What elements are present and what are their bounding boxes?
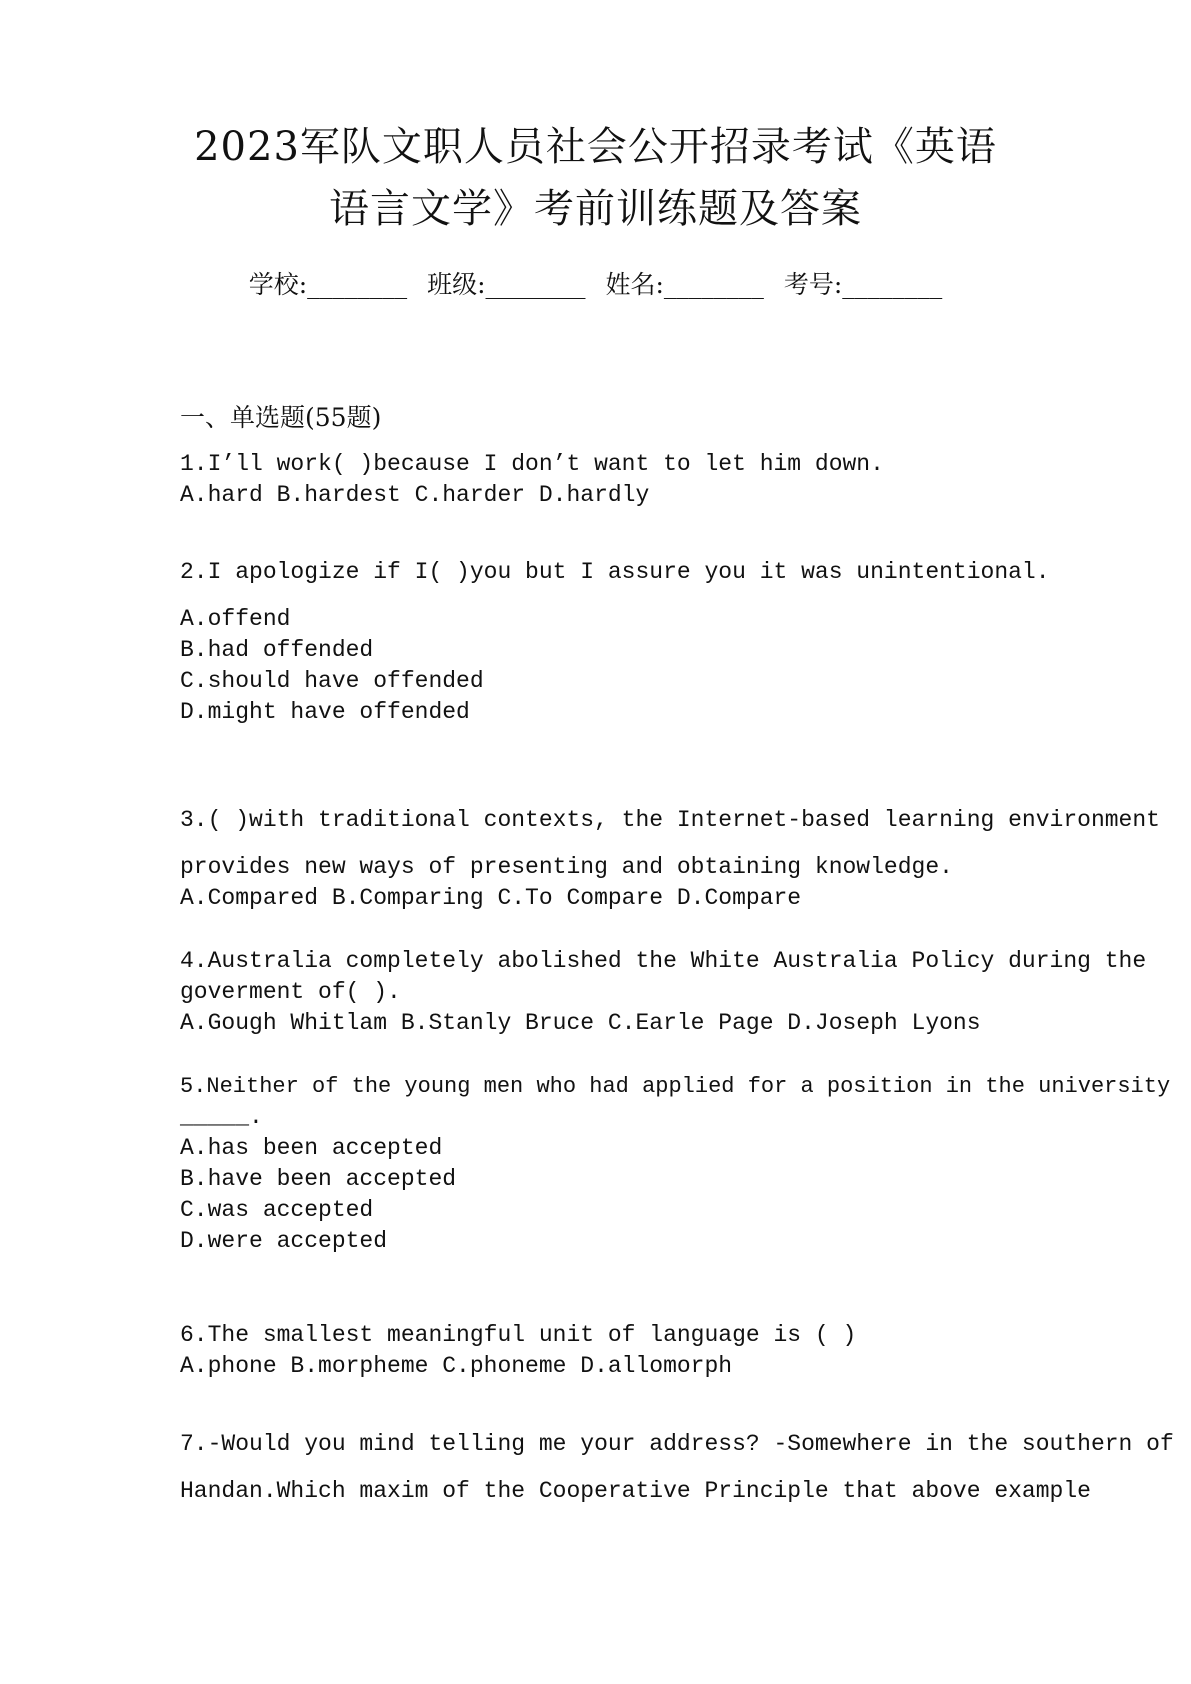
question-5-option-b: B.have been accepted: [180, 1166, 457, 1192]
question-5-option-d: D.were accepted: [180, 1228, 388, 1254]
question-2-stem: 2.I apologize if I( )you but I assure you it was unintentional.: [180, 559, 1050, 585]
exam-number-field: 考号:________: [783, 270, 943, 299]
class-field: 班级:________: [427, 270, 586, 299]
question-5-stem-line-2: _____.: [180, 1104, 263, 1130]
question-6-options: A.phone B.morpheme C.phoneme D.allomorph: [180, 1353, 733, 1379]
school-field: 学校:________: [248, 270, 408, 299]
question-1-options: A.hard B.hardest C.harder D.hardly: [180, 482, 650, 508]
question-3-stem-line-1: 3.( )with traditional contexts, the Internet-based learning environment: [180, 807, 1160, 833]
question-7-stem-line-2: Handan.Which maxim of the Cooperative Principle that above example: [180, 1478, 1091, 1504]
question-2-option-c: C.should have offended: [180, 668, 484, 694]
section-heading: 一、单选题(55题): [180, 403, 382, 432]
question-5-option-a: A.has been accepted: [180, 1135, 443, 1161]
question-2-option-b: B.had offended: [180, 637, 374, 663]
question-4-options: A.Gough Whitlam B.Stanly Bruce C.Earle Page D.Joseph Lyons: [180, 1010, 981, 1036]
question-2-option-a: A.offend: [180, 606, 291, 632]
name-field: 姓名:________: [605, 270, 764, 299]
question-5-option-c: C.was accepted: [180, 1197, 374, 1223]
question-3-options: A.Compared B.Comparing C.To Compare D.Compare: [180, 885, 802, 911]
question-6-stem: 6.The smallest meaningful unit of language is ( ): [180, 1322, 857, 1348]
question-5-stem-line-1: 5.Neither of the young men who had applied for a position in the university: [180, 1074, 1171, 1099]
student-info-row: [0, 268, 1191, 302]
question-4-stem-line-1: 4.Australia completely abolished the White Australia Policy during the: [180, 948, 1147, 974]
question-3-stem-line-2: provides new ways of presenting and obtaining knowledge.: [180, 854, 953, 880]
question-2-option-d: D.might have offended: [180, 699, 470, 725]
document-title-line-1: 2023军队文职人员社会公开招录考试《英语: [194, 124, 997, 170]
document-title-line-2: 语言文学》考前训练题及答案: [329, 186, 862, 232]
question-1-stem: 1.I’ll work( )because I don’t want to let him down.: [180, 451, 884, 477]
question-7-stem-line-1: 7.-Would you mind telling me your address? -Somewhere in the southern of: [180, 1431, 1174, 1457]
question-4-stem-line-2: goverment of( ).: [180, 979, 401, 1005]
